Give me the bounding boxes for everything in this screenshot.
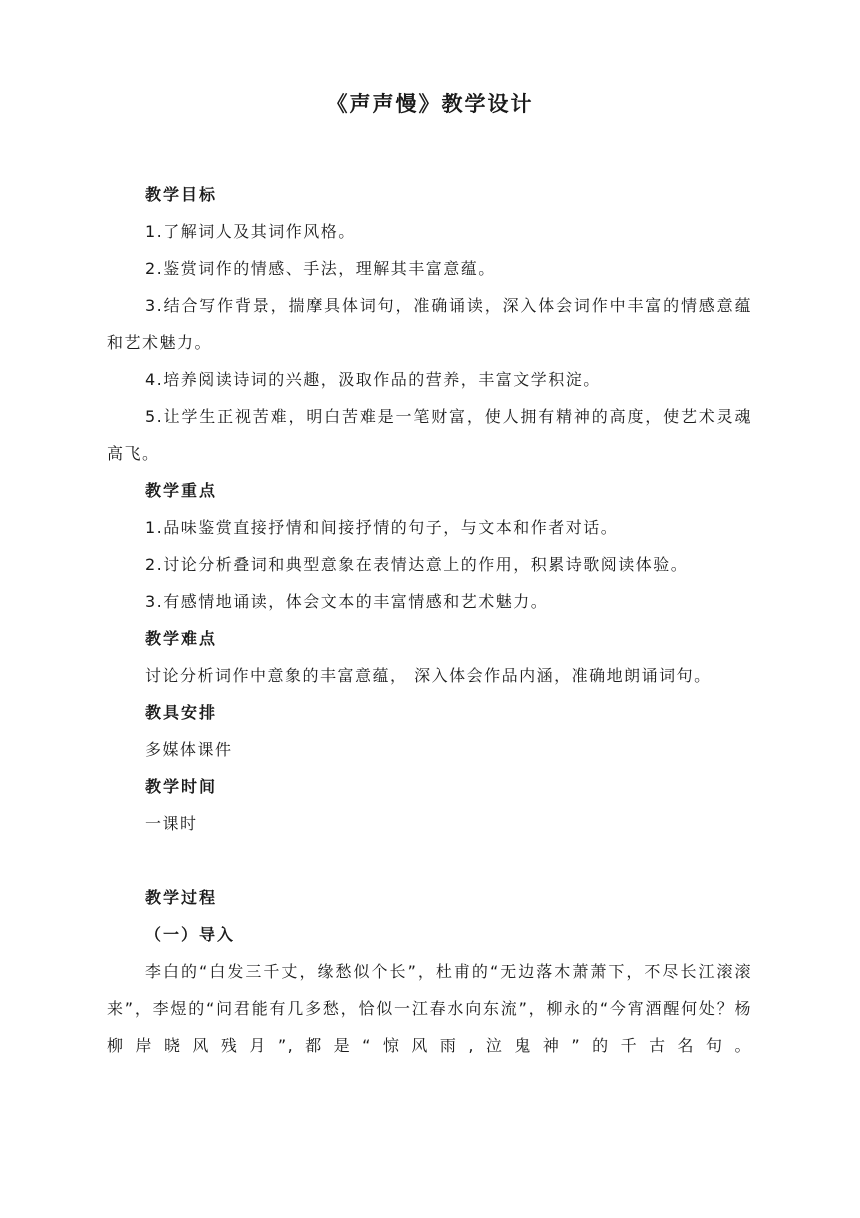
section-heading-difficulties: 教学难点 xyxy=(145,629,218,648)
sub-heading-intro: （一）导入 xyxy=(145,925,236,944)
key-point-item: 3.有感情地诵读，体会文本的丰富情感和艺术魅力。 xyxy=(145,592,549,611)
key-point-item: 1.品味鉴赏直接抒情和间接抒情的句子，与文本和作者对话。 xyxy=(145,518,619,537)
tools-text: 多媒体课件 xyxy=(145,740,233,759)
goal-item: 1.了解词人及其词作风格。 xyxy=(145,222,356,241)
section-heading-time: 教学时间 xyxy=(145,777,218,796)
goal-item: 5.让学生正视苦难，明白苦难是一笔财富，使人拥有精神的高度，使艺术灵魂高飞。 xyxy=(107,407,752,463)
time-text: 一课时 xyxy=(145,814,198,833)
section-heading-key-points: 教学重点 xyxy=(145,481,218,500)
difficulties-text: 讨论分析词作中意象的丰富意蕴， 深入体会作品内涵，准确地朗诵词句。 xyxy=(145,666,712,685)
document-title: 《声声慢》教学设计 xyxy=(326,92,534,116)
goal-item: 4.培养阅读诗词的兴趣，汲取作品的营养，丰富文学积淀。 xyxy=(145,370,601,389)
goal-item: 2.鉴赏词作的情感、手法，理解其丰富意蕴。 xyxy=(145,259,496,278)
intro-paragraph: 李白的“白发三千丈，缘愁似个长”，杜甫的“无边落木萧萧下，不尽长江滚滚来”，李煜的“问君能有几多愁，恰似一江春水向东流”，柳永的“今宵酒醒何处？杨柳岸晓风残月”,都是“惊风雨,泣鬼神”的千古名句。 xyxy=(107,962,752,1055)
document-body xyxy=(107,176,752,1064)
section-heading-goals: 教学目标 xyxy=(145,185,218,204)
goal-item: 3.结合写作背景，揣摩具体词句，准确诵读，深入体会词作中丰富的情感意蕴和艺术魅力。 xyxy=(107,296,752,352)
section-heading-tools: 教具安排 xyxy=(145,703,218,722)
section-heading-process: 教学过程 xyxy=(145,888,218,907)
key-point-item: 2.讨论分析叠词和典型意象在表情达意上的作用，积累诗歌阅读体验。 xyxy=(145,555,689,574)
blank-line xyxy=(107,842,752,879)
